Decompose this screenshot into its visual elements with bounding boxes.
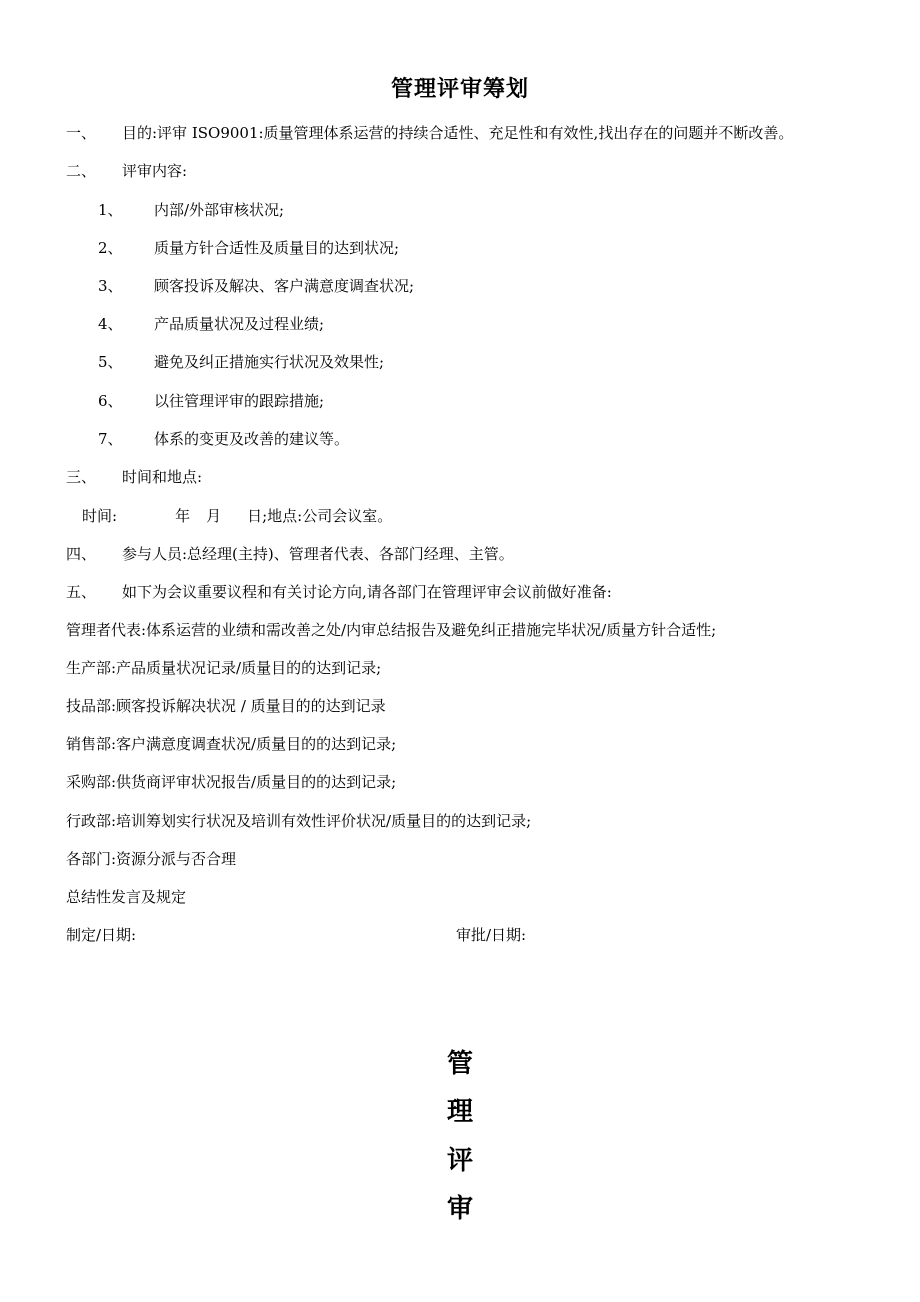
- item-text: 产品质量状况及过程业绩;: [154, 315, 325, 333]
- list-item: [98, 313, 324, 335]
- list-item: [98, 390, 324, 412]
- vertical-title-char: 理: [446, 1097, 473, 1127]
- agenda-item: 生产部:产品质量状况记录/质量目的的达到记录;: [66, 659, 382, 677]
- vertical-title-char: 管: [446, 1049, 473, 1079]
- item-number: 3、: [98, 277, 123, 295]
- section-time-place: [66, 466, 202, 488]
- day-place-text: 日;地点:公司会议室。: [247, 507, 393, 525]
- item-number: 1、: [98, 201, 123, 219]
- list-item: [98, 351, 384, 373]
- item-text: 避免及纠正措施实行状况及效果性;: [154, 353, 385, 371]
- section-number: 五、: [66, 583, 97, 601]
- section-text: 目的:评审 ISO9001:质量管理体系运营的持续合适性、充足性和有效性,找出存在的问题并不断改善。: [122, 124, 794, 142]
- section-number: 三、: [66, 468, 97, 486]
- agenda-item: 各部门:资源分派与否合理: [66, 850, 237, 868]
- month-label: 月: [206, 507, 222, 525]
- section-agenda: [66, 581, 612, 603]
- section-number: 四、: [66, 545, 97, 563]
- section-number: 二、: [66, 162, 97, 180]
- time-place-line: [82, 505, 392, 527]
- section-review-content: [66, 160, 187, 182]
- list-item: [98, 275, 414, 297]
- item-number: 6、: [98, 392, 123, 410]
- list-item: [98, 199, 284, 221]
- section-text: 时间和地点:: [122, 468, 203, 486]
- agenda-item: 总结性发言及规定: [66, 888, 187, 906]
- list-item: [98, 237, 399, 259]
- year-label: 年: [175, 507, 191, 525]
- section-participants: [66, 543, 514, 565]
- section-purpose: [66, 122, 793, 144]
- item-text: 内部/外部审核状况;: [154, 201, 285, 219]
- list-item: [98, 428, 349, 450]
- time-label: 时间:: [82, 507, 118, 525]
- vertical-title-char: 审: [446, 1194, 473, 1224]
- item-text: 顾客投诉及解决、客户满意度调查状况;: [154, 277, 415, 295]
- section-text: 参与人员:总经理(主持)、管理者代表、各部门经理、主管。: [122, 545, 514, 563]
- agenda-item: 技品部:顾客投诉解决状况 / 质量目的的达到记录: [66, 697, 386, 715]
- agenda-item: 采购部:供货商评审状况报告/质量目的的达到记录;: [66, 773, 397, 791]
- approved-by-date: 审批/日期:: [456, 926, 527, 944]
- item-text: 以往管理评审的跟踪措施;: [154, 392, 325, 410]
- agenda-item: 管理者代表:体系运营的业绩和需改善之处/内审总结报告及避免纠正措施完毕状况/质量方针合适性;: [66, 621, 717, 639]
- agenda-item: 销售部:客户满意度调查状况/质量目的的达到记录;: [66, 735, 397, 753]
- item-text: 体系的变更及改善的建议等。: [154, 430, 350, 448]
- item-text: 质量方针合适性及质量目的达到状况;: [154, 239, 400, 257]
- item-number: 7、: [98, 430, 123, 448]
- document-title: 管理评审筹划: [390, 77, 529, 102]
- item-number: 2、: [98, 239, 123, 257]
- section-text: 评审内容:: [122, 162, 188, 180]
- made-by-date: 制定/日期:: [66, 926, 137, 944]
- section-number: 一、: [66, 124, 97, 142]
- agenda-item: 行政部:培训筹划实行状况及培训有效性评价状况/质量目的的达到记录;: [66, 812, 532, 830]
- item-number: 4、: [98, 315, 123, 333]
- item-number: 5、: [98, 353, 123, 371]
- vertical-title-char: 评: [446, 1146, 473, 1176]
- section-text: 如下为会议重要议程和有关讨论方向,请各部门在管理评审会议前做好准备:: [122, 583, 612, 601]
